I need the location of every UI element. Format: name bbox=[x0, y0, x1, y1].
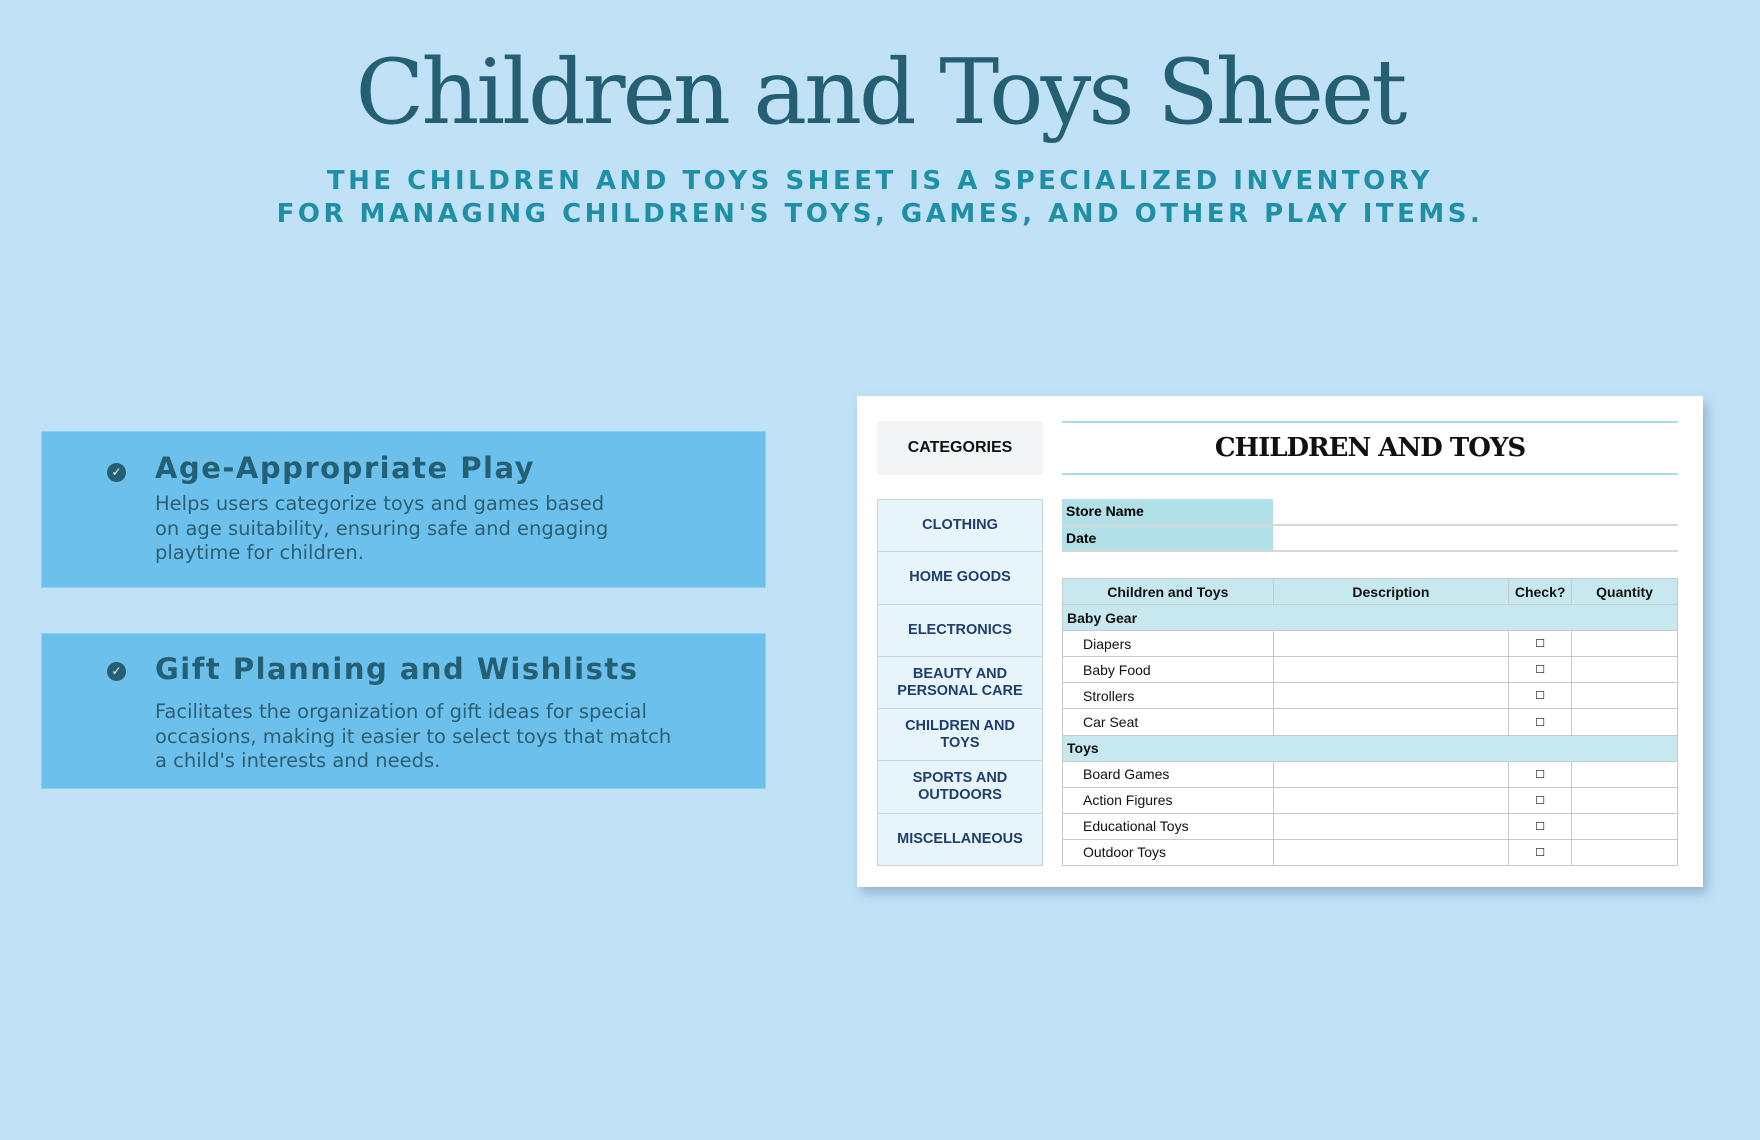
feature-line: playtime for children. bbox=[155, 541, 364, 564]
feature-title: Age-Appropriate Play bbox=[155, 451, 536, 485]
table-row bbox=[1063, 787, 1678, 813]
date-row bbox=[1062, 526, 1678, 553]
description-cell[interactable] bbox=[1273, 787, 1509, 813]
description-cell[interactable] bbox=[1273, 761, 1509, 787]
category-item[interactable]: ELECTRONICS bbox=[878, 605, 1042, 657]
subtitle-line-2: FOR MANAGING CHILDREN'S TOYS, GAMES, AND OTHER PLAY ITEMS. bbox=[276, 199, 1484, 229]
quantity-cell[interactable] bbox=[1572, 683, 1678, 709]
feature-description bbox=[155, 700, 671, 774]
category-list bbox=[877, 499, 1043, 866]
group-row bbox=[1063, 605, 1678, 631]
page-title: Children and Toys Sheet bbox=[355, 40, 1405, 145]
table-row bbox=[1063, 761, 1678, 787]
description-cell[interactable] bbox=[1273, 631, 1509, 657]
column-header-item: Children and Toys bbox=[1063, 579, 1274, 605]
subtitle-line-1: THE CHILDREN AND TOYS SHEET IS A SPECIALIZED INVENTORY bbox=[326, 166, 1434, 196]
item-name: Car Seat bbox=[1063, 709, 1274, 735]
sheet-title: CHILDREN AND TOYS bbox=[1062, 421, 1678, 475]
feature-age-appropriate-play bbox=[41, 431, 766, 588]
store-info bbox=[1062, 499, 1678, 552]
feature-line: a child's interests and needs. bbox=[155, 749, 441, 772]
category-item[interactable]: SPORTS AND OUTDOORS bbox=[878, 761, 1042, 813]
item-name: Action Figures bbox=[1063, 787, 1274, 813]
checkbox[interactable]: ☐ bbox=[1509, 813, 1572, 839]
description-cell[interactable] bbox=[1273, 839, 1509, 865]
store-name-field[interactable] bbox=[1273, 499, 1678, 524]
category-item[interactable]: CHILDREN AND TOYS bbox=[878, 709, 1042, 761]
quantity-cell[interactable] bbox=[1572, 813, 1678, 839]
checkbox[interactable]: ☐ bbox=[1509, 839, 1572, 865]
sheet-preview bbox=[857, 396, 1703, 887]
feature-gift-planning bbox=[41, 633, 766, 789]
column-header-check: Check? bbox=[1509, 579, 1572, 605]
feature-title: Gift Planning and Wishlists bbox=[155, 652, 639, 686]
checkbox[interactable]: ☐ bbox=[1509, 657, 1572, 683]
table-row bbox=[1063, 709, 1678, 735]
item-name: Board Games bbox=[1063, 761, 1274, 787]
item-name: Educational Toys bbox=[1063, 813, 1274, 839]
store-name-label: Store Name bbox=[1062, 499, 1273, 524]
checkbox[interactable]: ☐ bbox=[1509, 761, 1572, 787]
inventory-table bbox=[1062, 578, 1678, 866]
table-row bbox=[1063, 631, 1678, 657]
description-cell[interactable] bbox=[1273, 709, 1509, 735]
table-row bbox=[1063, 683, 1678, 709]
category-item[interactable]: CLOTHING bbox=[878, 500, 1042, 552]
item-name: Diapers bbox=[1063, 631, 1274, 657]
group-row bbox=[1063, 735, 1678, 761]
checkbox[interactable]: ☐ bbox=[1509, 631, 1572, 657]
categories-header: CATEGORIES bbox=[877, 421, 1043, 475]
check-circle-icon: ✓ bbox=[107, 662, 126, 681]
group-label: Baby Gear bbox=[1063, 605, 1678, 631]
category-item[interactable]: BEAUTY AND PERSONAL CARE bbox=[878, 657, 1042, 709]
date-label: Date bbox=[1062, 526, 1273, 551]
category-item[interactable]: HOME GOODS bbox=[878, 552, 1042, 604]
feature-line: Facilitates the organization of gift ideas for special bbox=[155, 700, 647, 723]
description-cell[interactable] bbox=[1273, 813, 1509, 839]
table-row bbox=[1063, 813, 1678, 839]
checkbox[interactable]: ☐ bbox=[1509, 683, 1572, 709]
column-header-quantity: Quantity bbox=[1572, 579, 1678, 605]
quantity-cell[interactable] bbox=[1572, 839, 1678, 865]
feature-line: on age suitability, ensuring safe and engaging bbox=[155, 516, 609, 540]
table-row bbox=[1063, 657, 1678, 683]
feature-line: occasions, making it easier to select toys that match bbox=[155, 724, 672, 748]
column-header-description: Description bbox=[1273, 579, 1509, 605]
date-field[interactable] bbox=[1273, 526, 1678, 551]
checkbox[interactable]: ☐ bbox=[1509, 709, 1572, 735]
store-name-row bbox=[1062, 499, 1678, 526]
quantity-cell[interactable] bbox=[1572, 761, 1678, 787]
quantity-cell[interactable] bbox=[1572, 709, 1678, 735]
group-label: Toys bbox=[1063, 735, 1678, 761]
feature-line: Helps users categorize toys and games based bbox=[155, 492, 605, 515]
category-item[interactable]: MISCELLANEOUS bbox=[878, 814, 1042, 866]
item-name: Outdoor Toys bbox=[1063, 839, 1274, 865]
description-cell[interactable] bbox=[1273, 683, 1509, 709]
description-cell[interactable] bbox=[1273, 657, 1509, 683]
item-name: Baby Food bbox=[1063, 657, 1274, 683]
check-circle-icon: ✓ bbox=[107, 463, 126, 482]
quantity-cell[interactable] bbox=[1572, 657, 1678, 683]
quantity-cell[interactable] bbox=[1572, 631, 1678, 657]
feature-description bbox=[155, 492, 608, 566]
table-row bbox=[1063, 839, 1678, 865]
item-name: Strollers bbox=[1063, 683, 1274, 709]
checkbox[interactable]: ☐ bbox=[1509, 787, 1572, 813]
quantity-cell[interactable] bbox=[1572, 787, 1678, 813]
